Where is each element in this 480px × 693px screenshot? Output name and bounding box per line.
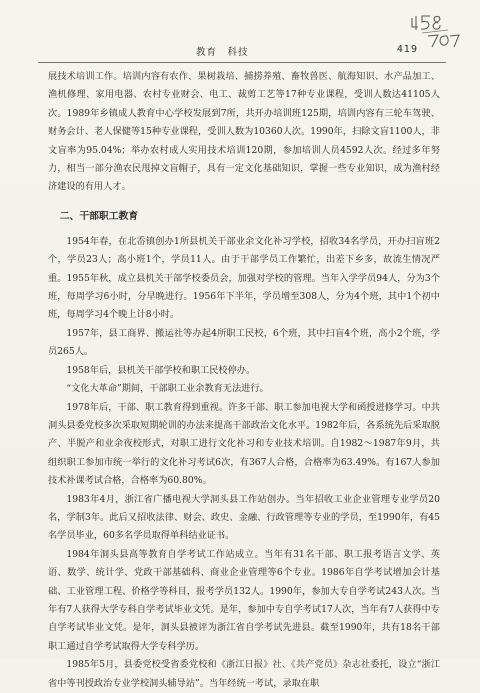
header-rule [38,62,446,63]
page-number: 419 [396,44,418,55]
paragraph: 1957年，县工商界、搬运社等办起4所职工民校，6个班，其中扫盲4个班，高小2个班，学员265人。 [48,327,440,358]
paragraph: 1978年后，干部、职工教育得到重视。许多干部、职工参加电视大学和函授进修学习。中共洞头县委党校多次采取短期轮训的办法来提高干部政治文化水平。1982年后，各系统先后采取脱产、半脱产和业余夜校形式，对职工进行文化补习和专业技术培训。自1982～1987年9月，共组织职工参加市统一举行的文化补习考试6次，有367人合格，合格率为63.49%。有167人参加技术补课考试合格，合格率为60.80%。 [48,401,440,487]
header-title: 教育 科技 [196,47,249,58]
section-heading: 二、干部职工教育 [59,210,139,222]
paragraph: 1984年洞头县高等教育自学考试工作站成立。当年有31名干部、职工报考语言文学、英语、数学、统计学、党政干部基础科、商业企业管理等6个专业。1986年自学考试增加会计基础、工业管理工程、价格学等科目，报考学员132人。1990年，参加大专自学考试243人次。当年有7人获得大学专科自学考试毕业文凭。是年，参加中专自学考试17人次，当年有7人获得中专自学考试毕业文凭。是年，洞头县被评为浙江省自学考试先进县。截至1990年，共有18名干部职工通过自学考试取得大学专科学历。 [48,548,440,652]
paragraph: 1958年后，县机关干部学校和职工民校停办。 [66,364,256,376]
paragraph: 1983年4月，浙江省广播电视大学洞头县工作站创办。当年招收工业企业管理专业学员20名，学制3年。此后又招收法律、财会、政史、金融、行政管理等专业的学员，至1990年，有45名学员毕业，60多名学员取得单科结业证书。 [48,493,440,542]
paragraph: 1954年春，在北岙镇创办1所县机关干部业余文化补习学校，招收34名学员，开办扫盲班2个，学员23人；高小班1个，学员11人。由于干部学员工作繁忙，出差下乡多，故流生情况严重。1955年秋，成立县机关干部学校委员会，加强对学校的管理。当年入学学员94人，分为3个班，每周学习6小时，分早晚进行。1956年下半年，学员增至308人，分为4个班，其中1个初中班，每周学习4个晚上计8小时。 [48,235,440,321]
body-text [48,68,440,693]
paragraph: “文化大革命”期间，干部职工业余教育无法进行。 [66,383,269,395]
paragraph-continued: 展技术培训工作。培训内容有农作、果树栽培、捕捞养殖、畜牧兽医、航海知识、水产品加工、渔机修理、家用电器、农村专业财会、电工、裁剪工艺等17种专业课程，受训人数达41105人次。1989年乡镇成人教育中心学校发展到7所，共开办培训班125期，培训内容有三轮车驾驶、财务会计、老人保健等15种专业课程，受训人数为10360人次。1990年，扫除文盲1100人，非文盲率为95.04%；举办农村成人实用技术培训120期，参加培训人员4592人次。经过多年努力，相当一部分渔农民甩掉文盲帽子，具有一定文化基础知识，掌握一些专业知识，成为渔村经济建设的有用人才。 [48,71,440,193]
paragraph: 1985年5月，县委党校受省委党校和《浙江日报》社、《共产党员》杂志社委托，设立“浙江省中等刊授政治专业学校洞头辅导站”。当年经统一考试，录取在职 [48,659,440,689]
handwritten-numbers-icon [408,14,460,48]
handwritten-annotation [408,14,460,48]
running-header [46,44,446,62]
